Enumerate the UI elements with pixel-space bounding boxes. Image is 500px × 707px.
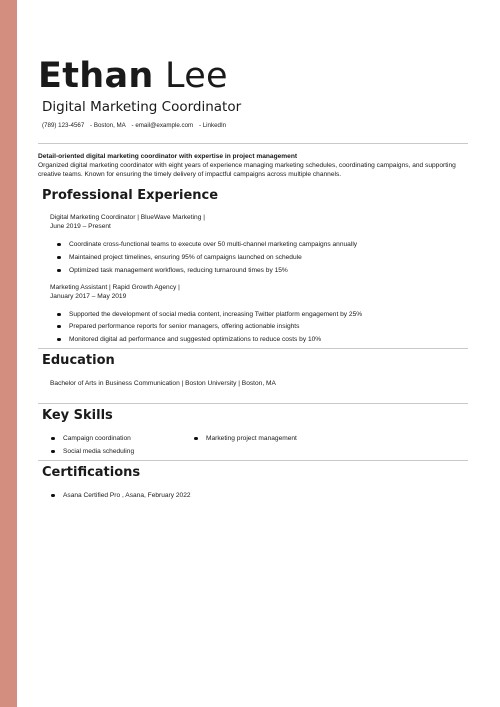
contact-phone: (789) 123-4567 [42,122,85,129]
list-item: Supported the development of social media content, increasing Twitter platform engagement by 25% [69,311,363,318]
list-item: Monitored digital ad performance and suggested optimizations to reduce costs by 10% [69,336,322,343]
job-2-role: Marketing Assistant | Rapid Growth Agency | [50,284,180,291]
side-accent-bar [0,0,17,707]
summary [38,152,468,179]
job-1-role: Digital Marketing Coordinator | BlueWave Marketing | [50,214,205,221]
contact-linkedin[interactable]: - LinkedIn [198,122,227,129]
section-title-experience: Professional Experience [42,188,219,203]
list-item: Campaign coordination [63,435,131,442]
candidate-name [38,56,228,96]
job-title: Digital Marketing Coordinator [42,99,242,115]
list-item: Marketing project management [206,435,297,442]
divider [38,403,468,404]
contact-location: - Boston, MA [90,122,126,129]
list-item: Asana Certified Pro , Asana, February 2022 [63,492,191,499]
contact-email[interactable]: - email@example.com [131,122,194,129]
summary-headline: Detail-oriented digital marketing coordinator with expertise in project management [38,153,298,160]
list-item: Coordinate cross-functional teams to execute over 50 multi-channel marketing campaigns annually [69,241,358,248]
summary-body: Organized digital marketing coordinator with eight years of experience managing marketing schedules, coordinating campaigns, and supporting creative teams. Known for ensuring the timely delivery of impactful campaigns across multiple channels. [38,162,456,178]
divider [38,460,468,461]
list-item: Social media scheduling [63,448,135,455]
last-name: Lee [165,56,228,96]
first-name: Ethan [38,56,154,96]
job-2-dates: January 2017 – May 2019 [50,293,127,300]
contact-line [42,122,230,129]
section-title-certifications: Certifications [42,465,141,480]
education-entry: Bachelor of Arts in Business Communication | Boston University | Boston, MA [50,380,276,387]
job-1-dates: June 2019 – Present [50,223,111,230]
divider [38,143,468,144]
list-item: Optimized task management workflows, reducing turnaround times by 15% [69,267,288,274]
list-item: Maintained project timelines, ensuring 95% of campaigns launched on schedule [69,254,302,261]
section-title-education: Education [42,353,115,368]
divider [38,348,468,349]
section-title-skills: Key Skills [42,408,113,423]
list-item: Prepared performance reports for senior managers, offering actionable insights [69,323,300,330]
